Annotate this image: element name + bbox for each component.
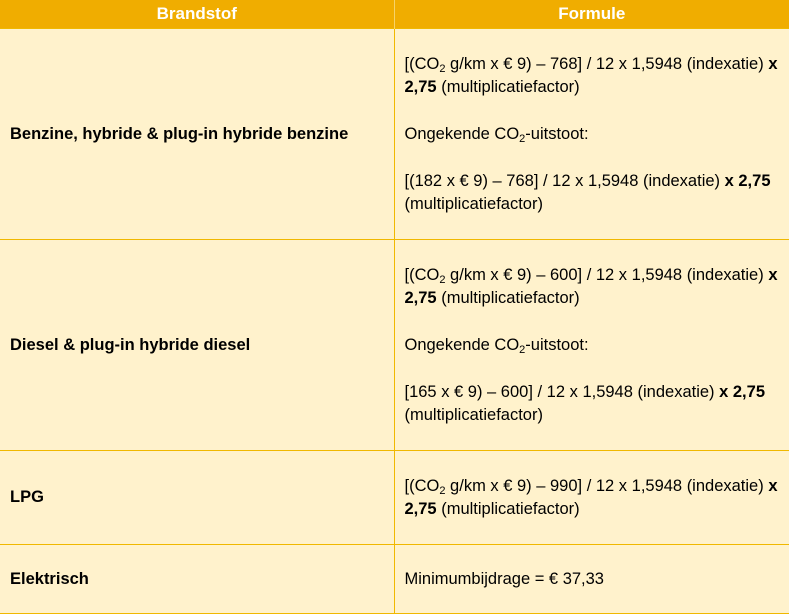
fallback-formula-text: [(182 x € 9) – 768] / 12 x 1,5948 (indexatie) x 2,75 (multiplicatiefactor): [404, 171, 771, 213]
formula-text: [($CO_2$ g/km x € 9) – 600] / 12 x 1,5948 (indexatie) x 2,75 (multiplicatiefactor): [404, 265, 778, 307]
formula-text: [($CO_2$ g/km x € 9) – 768] / 12 x 1,5948 (indexatie) x 2,75 (multiplicatiefactor): [404, 54, 778, 96]
table-row-diesel: [0, 240, 789, 451]
formula-cell: [394, 451, 789, 545]
formula-cell: [394, 545, 789, 614]
table-row-lpg: [0, 451, 789, 545]
fuel-cell: Elektrisch: [0, 545, 394, 614]
formula-text: [($CO_2$ g/km x € 9) – 990] / 12 x 1,5948 (indexatie) x 2,75 (multiplicatiefactor): [404, 476, 778, 518]
unknown-co2-label: Ongekende $CO_2$-uitstoot:: [404, 124, 589, 145]
formula-text: Minimumbijdrage = € 37,33: [404, 569, 604, 588]
formula-cell: [394, 29, 789, 240]
fuel-cell: Diesel & plug-in hybride diesel: [0, 240, 394, 451]
formula-cell: [394, 240, 789, 451]
table-header-row: [0, 0, 789, 29]
header-brandstof: Brandstof: [0, 0, 394, 29]
fallback-formula-text: [165 x € 9) – 600] / 12 x 1,5948 (indexatie) x 2,75 (multiplicatiefactor): [404, 382, 765, 424]
fuel-cell: Benzine, hybride & plug-in hybride benzine: [0, 29, 394, 240]
fuel-cell: LPG: [0, 451, 394, 545]
unknown-co2-label: Ongekende $CO_2$-uitstoot:: [404, 335, 589, 356]
table-row-elektrisch: [0, 545, 789, 614]
header-formule: Formule: [394, 0, 789, 29]
table-row-benzine: [0, 29, 789, 240]
